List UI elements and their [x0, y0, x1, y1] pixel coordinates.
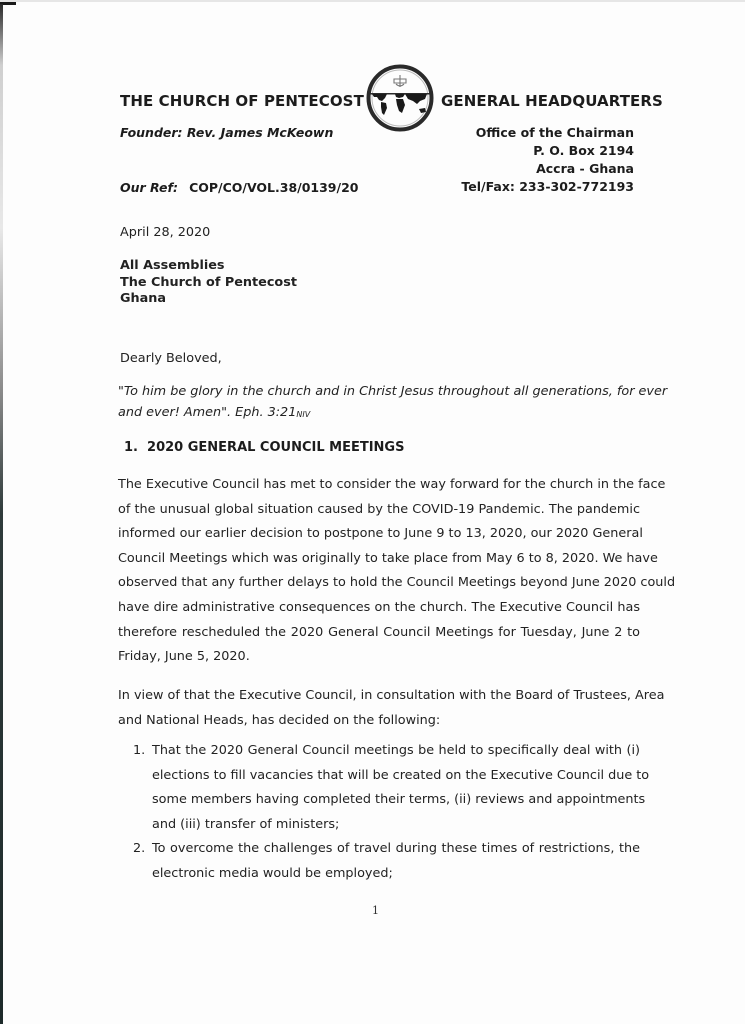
list-item-line: some members having completed their terms, (ii) reviews and appointments — [152, 792, 646, 808]
paragraph-line: have dire administrative consequences on the church. The Executive Council has — [118, 599, 640, 615]
paragraph-line: In view of that the Executive Council, in consultation with the Board of Trustees, Area — [118, 688, 665, 703]
list-item-line: That the 2020 General Council meetings be held to specifically deal with (i) — [152, 743, 640, 758]
scan-left-edge — [0, 4, 3, 1024]
scripture-line-1: "To him be glory in the church and in Christ Jesus throughout all generations, for ever — [118, 384, 668, 399]
paragraph-1 — [118, 473, 676, 670]
paragraph-line: Council Meetings which was originally to take place from May 6 to 8, 2020. We have — [118, 550, 658, 566]
list-item-number: 2. — [133, 841, 146, 857]
globe-dove-emblem-icon — [365, 63, 435, 133]
paragraph-line: and National Heads, has decided on the following: — [118, 712, 441, 728]
list-item-line: To overcome the challenges of travel during these times of restrictions, the — [152, 841, 640, 857]
city-line: Accra - Ghana — [536, 161, 634, 176]
list-item-number: 1. — [133, 743, 146, 758]
paragraph-line: informed our earlier decision to postpone to June 9 to 13, 2020, our 2020 General — [118, 526, 643, 542]
letter-date: April 28, 2020 — [120, 225, 211, 240]
paragraph-line: of the unusual global situation caused by the COVID-19 Pandemic. The pandemic — [118, 501, 640, 517]
scripture-quote — [118, 381, 668, 424]
address-block — [461, 124, 634, 196]
paragraph-line: Friday, June 5, 2020. — [118, 649, 250, 665]
list-item-line: electronic media would be employed; — [152, 865, 393, 881]
ref-number: COP/CO/VOL.38/0139/20 — [189, 180, 359, 195]
salutation: Dearly Beloved, — [120, 351, 222, 366]
telfax-line: Tel/Fax: 233-302-772193 — [461, 179, 634, 194]
page-number: 1 — [372, 904, 379, 917]
po-box-line: P. O. Box 2194 — [533, 143, 634, 158]
scripture-version: NIV — [296, 410, 311, 419]
hq-label: GENERAL HEADQUARTERS — [441, 92, 663, 110]
list-item-line: elections to fill vacancies that will be created on the Executive Council due to — [152, 767, 650, 783]
recipient-line-2: The Church of Pentecost — [120, 274, 297, 290]
scripture-line-2: and ever! Amen". Eph. 3:21 — [118, 405, 297, 420]
paragraph-line: therefore rescheduled the 2020 General Council Meetings for Tuesday, June 2 to — [118, 624, 640, 640]
list-item-line: and (iii) transfer of ministers; — [152, 816, 340, 832]
founder-line: Founder: Rev. James McKeown — [120, 125, 334, 140]
scan-top-edge — [0, 0, 745, 2]
paragraph-2 — [118, 684, 665, 733]
section-heading: 1. 2020 GENERAL COUNCIL MEETINGS — [124, 440, 405, 455]
office-line: Office of the Chairman — [475, 125, 634, 140]
reference-line — [120, 177, 358, 196]
org-name: THE CHURCH OF PENTECOST — [120, 92, 364, 110]
recipient-line-1: All Assemblies — [120, 258, 225, 273]
decision-list — [118, 739, 650, 887]
list-item — [118, 837, 640, 886]
recipient-block — [120, 258, 297, 308]
ref-label: Our Ref: — [120, 180, 178, 195]
paragraph-line: The Executive Council has met to consider the way forward for the church in the face — [118, 477, 666, 492]
list-item — [118, 739, 650, 837]
paragraph-line: observed that any further delays to hold the Council Meetings beyond June 2020 could — [118, 575, 676, 591]
recipient-line-3: Ghana — [120, 291, 166, 306]
